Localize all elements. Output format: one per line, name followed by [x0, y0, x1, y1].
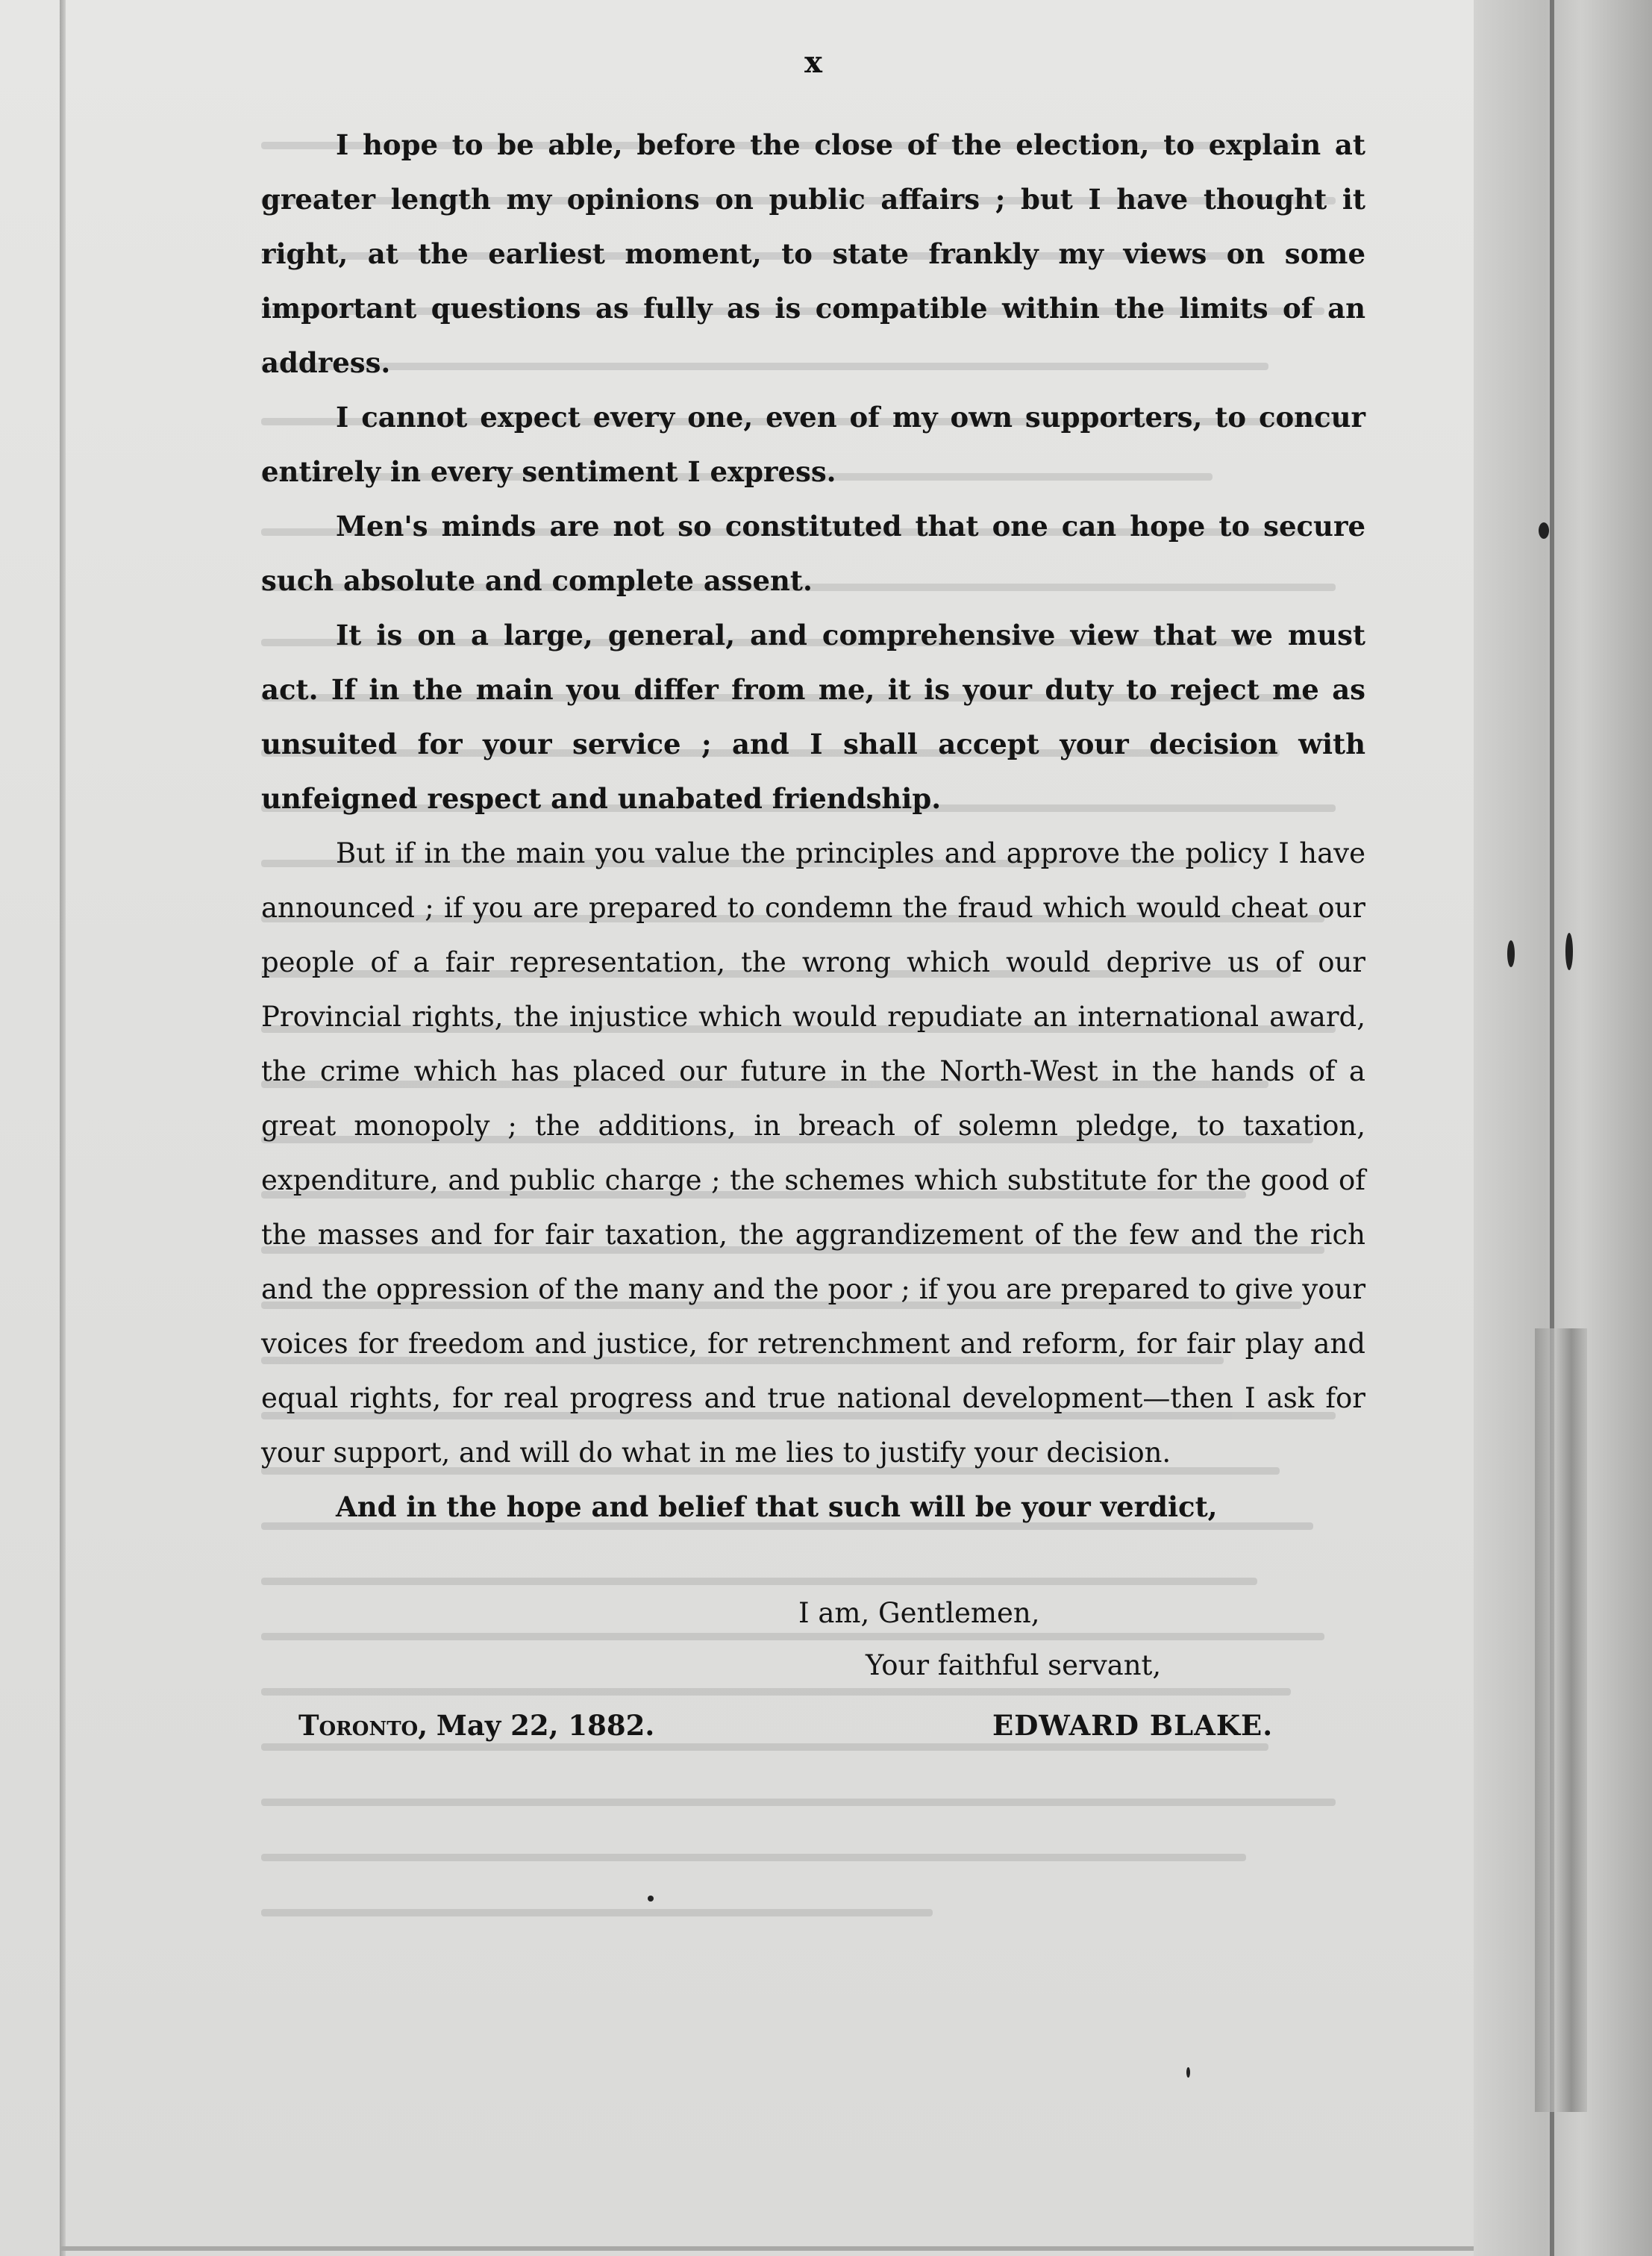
binding-tear	[1535, 1328, 1587, 2112]
paragraph-view: It is on a large, general, and comprehensive view that we must act. If in the main you differ from me, it is your duty to reject me as unsuited for your service ; and I shall accept your decision with unfeigned respect and unabated friendship.	[261, 619, 1365, 815]
valediction: Your faithful servant,	[866, 1649, 1162, 1681]
page-left-edge	[60, 0, 66, 2256]
signature: EDWARD BLAKE.	[992, 1709, 1274, 1742]
date: May 22, 1882.	[436, 1709, 655, 1742]
paragraph-appeal: But if in the main you value the principles and approve the policy I have announced ; if you are prepared to condemn the fraud which would cheat our people of a fair representation, the wrong which would deprive us of our Provincial rights, the injustice which would repudiate an international award, the crime which has placed our future in the North-West in the hands of a great monopoly ; the additions, in breach of solemn pledge, to taxation, expenditure, and public charge ; the schemes which substitute for the good of the masses and for fair taxation, the aggrandizement of the few and the rich and the oppression of the many and the poor ; if you are prepared to give your voices for freedom and justice, for retrenchment and reform, for fair play and equal rights, for real progress and true national development—then I ask for your support, and will do what in me lies to justify your decision.	[261, 837, 1365, 1469]
ink-speck	[1539, 522, 1549, 539]
salutation: I am, Gentlemen,	[798, 1597, 1040, 1629]
page-number: x	[804, 45, 822, 80]
paragraph-expect: I cannot expect every one, even of my own supporters, to concur entirely in every sentiment I express.	[261, 401, 1365, 488]
place-date	[298, 1709, 654, 1742]
ink-speck	[1565, 933, 1573, 970]
page-bottom-edge	[60, 2246, 1607, 2251]
paragraph-opening: I hope to be able, before the close of the election, to explain at greater length my opinions on public affairs ; but I have thought it right, at the earliest moment, to state frankly my views on some important questions as fully as is compatible within the limits of an address.	[261, 128, 1365, 379]
ink-speck	[1186, 2067, 1190, 2078]
ink-speck	[648, 1896, 654, 1902]
ink-speck	[1507, 940, 1515, 967]
page-binding-edge	[1474, 0, 1652, 2256]
place: Toronto,	[298, 1709, 428, 1742]
letter-body	[261, 118, 1365, 1534]
paragraph-verdict: And in the hope and belief that such will be your verdict,	[336, 1490, 1218, 1523]
paragraph-minds: Men's minds are not so constituted that one can hope to secure such absolute and complete assent.	[261, 510, 1365, 597]
